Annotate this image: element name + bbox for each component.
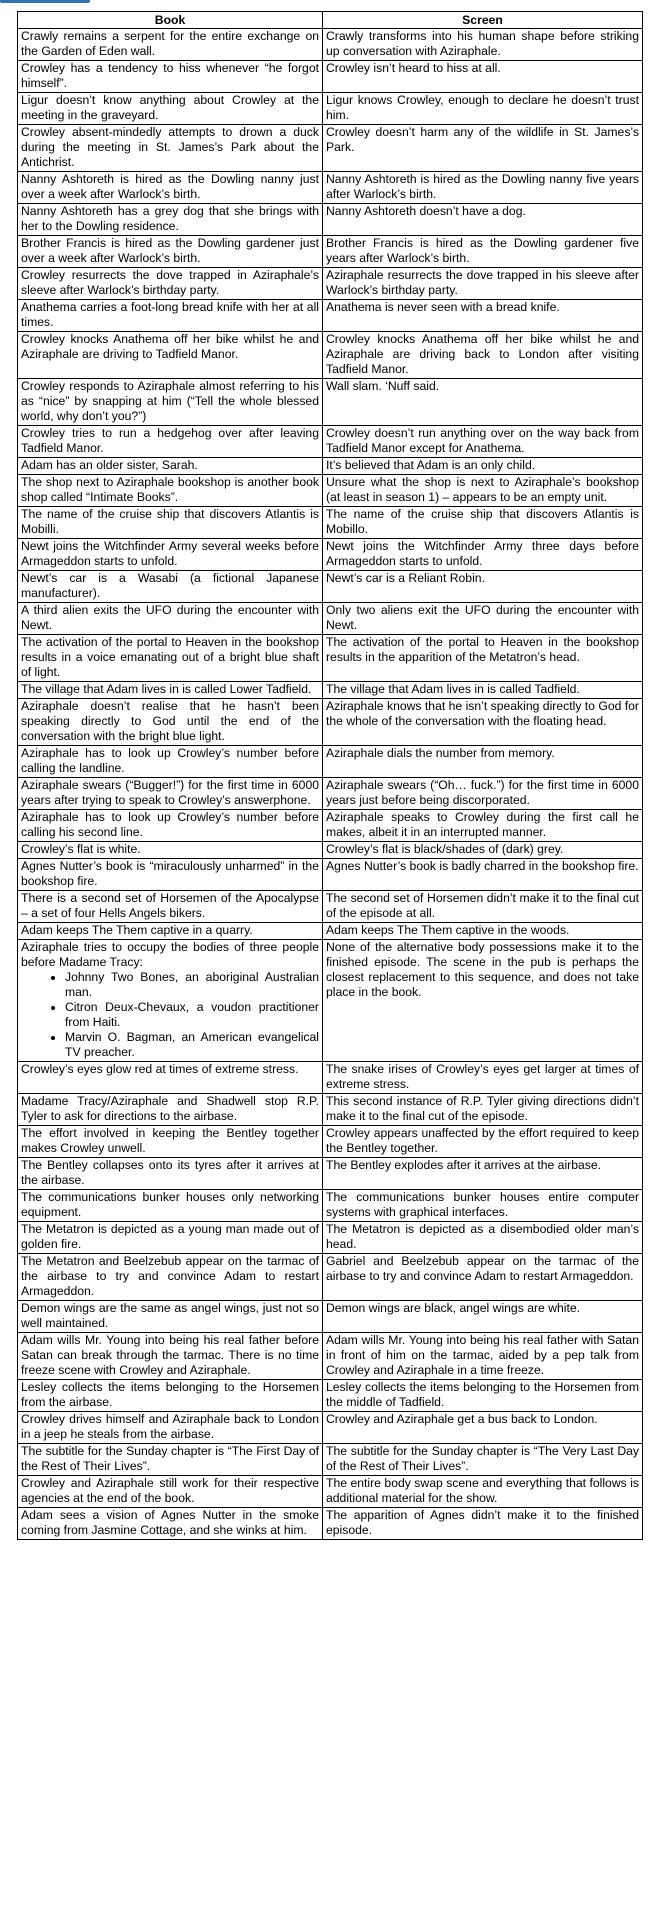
screen-cell: Adam keeps The Them captive in the woods. (323, 923, 643, 940)
table-row (18, 1094, 643, 1126)
book-cell (18, 475, 323, 507)
table-row (18, 1301, 643, 1333)
table-row (18, 1380, 643, 1412)
book-text: Crowley responds to Aziraphale almost referring to his as “nice” by snapping at him (“Tell the whole blessed world, why don’t you?”) (21, 379, 319, 423)
book-cell (18, 125, 323, 172)
book-text: Brother Francis is hired as the Dowling gardener just over a week after Warlock’s birth. (21, 236, 319, 265)
screen-cell: Newt joins the Witchfinder Army three days before Armageddon starts to unfold. (323, 539, 643, 571)
table-row (18, 61, 643, 93)
screen-cell: The entire body swap scene and everything that follows is additional material for the show. (323, 1476, 643, 1508)
table-body (18, 29, 643, 1540)
screen-cell: Aziraphale speaks to Crowley during the first call he makes, albeit it in an interrupted manner. (323, 810, 643, 842)
book-text: The Metatron is depicted as a young man made out of golden fire. (21, 1222, 319, 1251)
book-text: Aziraphale has to look up Crowley’s number before calling his second line. (21, 810, 319, 839)
screen-cell: The second set of Horsemen didn’t make it to the final cut of the episode at all. (323, 891, 643, 923)
table-row (18, 236, 643, 268)
book-cell (18, 1062, 323, 1094)
screen-cell: It’s believed that Adam is an only child. (323, 458, 643, 475)
table-row (18, 1444, 643, 1476)
book-text: Crowley absent-mindedly attempts to drown a duck during the meeting in St. James’s Park about the Antichrist. (21, 125, 319, 169)
book-text: Crowley and Aziraphale still work for their respective agencies at the end of the book. (21, 1476, 319, 1505)
screen-cell: The snake irises of Crowley’s eyes get larger at times of extreme stress. (323, 1062, 643, 1094)
book-text: The subtitle for the Sunday chapter is “The First Day of the Rest of Their Lives”. (21, 1444, 319, 1473)
book-cell (18, 300, 323, 332)
book-cell (18, 891, 323, 923)
table-row (18, 204, 643, 236)
table-row (18, 475, 643, 507)
table-row (18, 778, 643, 810)
book-cell (18, 379, 323, 426)
book-cell (18, 332, 323, 379)
book-cell (18, 61, 323, 93)
book-cell (18, 1254, 323, 1301)
table-row (18, 1333, 643, 1380)
table-row (18, 332, 643, 379)
book-text: The Bentley collapses onto its tyres after it arrives at the airbase. (21, 1158, 319, 1187)
book-cell (18, 1476, 323, 1508)
book-bullet-item: • Marvin O. Bagman, an American evangelical TV preacher. (65, 1030, 319, 1060)
book-cell (18, 635, 323, 682)
screen-cell: The Metatron is depicted as a disembodied older man’s head. (323, 1222, 643, 1254)
book-cell (18, 1380, 323, 1412)
book-text: The shop next to Aziraphale bookshop is another book shop called “Intimate Books”. (21, 475, 319, 504)
book-cell (18, 268, 323, 300)
screen-cell: Only two aliens exit the UFO during the encounter with Newt. (323, 603, 643, 635)
table-row (18, 1062, 643, 1094)
book-cell (18, 1222, 323, 1254)
book-cell (18, 29, 323, 61)
book-text: Crowley knocks Anathema off her bike whilst he and Aziraphale are driving to Tadfield Manor. (21, 332, 319, 361)
book-text: The communications bunker houses only networking equipment. (21, 1190, 319, 1219)
screen-cell: Ligur knows Crowley, enough to declare he doesn’t trust him. (323, 93, 643, 125)
table-row (18, 93, 643, 125)
book-text: Crowley’s flat is white. (21, 842, 141, 856)
table-row (18, 746, 643, 778)
screen-cell: Crowley isn’t heard to hiss at all. (323, 61, 643, 93)
screen-cell: Brother Francis is hired as the Dowling gardener five years after Warlock’s birth. (323, 236, 643, 268)
book-text: The village that Adam lives in is called Lower Tadfield. (21, 682, 312, 696)
screen-cell: Unsure what the shop is next to Aziraphale’s bookshop (at least in season 1) – appears to be an empty unit. (323, 475, 643, 507)
table-row (18, 571, 643, 603)
book-cell (18, 778, 323, 810)
book-column-header: Book (18, 12, 323, 29)
book-text: Crawly remains a serpent for the entire exchange on the Garden of Eden wall. (21, 29, 319, 58)
table-row (18, 1508, 643, 1540)
book-cell (18, 746, 323, 778)
table-row (18, 635, 643, 682)
screen-cell: Anathema is never seen with a bread knife. (323, 300, 643, 332)
book-text: Adam sees a vision of Agnes Nutter in the smoke coming from Jasmine Cottage, and she winks at him. (21, 1508, 319, 1537)
book-text: Aziraphale has to look up Crowley’s number before calling the landline. (21, 746, 319, 775)
screen-column-header: Screen (323, 12, 643, 29)
table-row (18, 891, 643, 923)
book-cell (18, 810, 323, 842)
book-text: Crowley’s eyes glow red at times of extreme stress. (21, 1062, 299, 1076)
book-cell (18, 204, 323, 236)
screen-cell: Aziraphale knows that he isn’t speaking directly to God for the whole of the conversation with the floating head. (323, 699, 643, 746)
screen-cell: Lesley collects the items belonging to the Horsemen from the middle of Tadfield. (323, 1380, 643, 1412)
book-cell (18, 842, 323, 859)
book-cell (18, 93, 323, 125)
screen-cell: The village that Adam lives in is called Tadfield. (323, 682, 643, 699)
book-cell (18, 682, 323, 699)
book-text: Nanny Ashtoreth is hired as the Dowling nanny just over a week after Warlock’s birth. (21, 172, 319, 201)
comparison-table (17, 11, 643, 1540)
screen-cell: The activation of the portal to Heaven in the bookshop results in the apparition of the Metatron’s head. (323, 635, 643, 682)
book-cell (18, 1333, 323, 1380)
table-row (18, 682, 643, 699)
table-row (18, 1254, 643, 1301)
book-text: Madame Tracy/Aziraphale and Shadwell stop R.P. Tyler to ask for directions to the airbase. (21, 1094, 319, 1123)
table-row (18, 426, 643, 458)
book-cell (18, 426, 323, 458)
book-cell (18, 172, 323, 204)
book-cell (18, 539, 323, 571)
book-text: Newt’s car is a Wasabi (a fictional Japanese manufacturer). (21, 571, 319, 600)
book-cell (18, 940, 323, 1062)
book-text: Aziraphale swears (“Bugger!”) for the first time in 6000 years after trying to speak to Crowley’s answerphone. (21, 778, 319, 807)
book-cell (18, 923, 323, 940)
book-cell (18, 699, 323, 746)
table-row (18, 1190, 643, 1222)
table-row (18, 699, 643, 746)
screen-cell: Wall slam. ‘Nuff said. (323, 379, 643, 426)
book-cell (18, 859, 323, 891)
screen-cell: Adam wills Mr. Young into being his real father with Satan in front of him on the tarmac, aided by a pep talk from Crowley and Aziraphale in a time freeze. (323, 1333, 643, 1380)
screen-cell: Aziraphale dials the number from memory. (323, 746, 643, 778)
table-row (18, 539, 643, 571)
table-row (18, 379, 643, 426)
screen-cell: The apparition of Agnes didn’t make it to the finished episode. (323, 1508, 643, 1540)
table-row (18, 940, 643, 1062)
book-cell (18, 1126, 323, 1158)
table-row (18, 458, 643, 475)
screen-cell: The communications bunker houses entire computer systems with graphical interfaces. (323, 1190, 643, 1222)
table-row (18, 1412, 643, 1444)
screen-cell: None of the alternative body possessions make it to the finished episode. The scene in the pub is perhaps the closest replacement to this sequence, and does not take place in the book. (323, 940, 643, 1062)
book-cell (18, 1444, 323, 1476)
book-cell (18, 571, 323, 603)
book-text: Anathema carries a foot-long bread knife with her at all times. (21, 300, 319, 329)
table-row (18, 1126, 643, 1158)
book-text: Nanny Ashtoreth has a grey dog that she brings with her to the Dowling residence. (21, 204, 319, 233)
book-text: Crowley resurrects the dove trapped in Aziraphale’s sleeve after Warlock’s birthday party. (21, 268, 319, 297)
table-row (18, 268, 643, 300)
book-bullet-list (21, 970, 319, 1060)
screen-cell: Crowley doesn’t harm any of the wildlife in St. James’s Park. (323, 125, 643, 172)
table-row (18, 29, 643, 61)
book-text: Crowley tries to run a hedgehog over after leaving Tadfield Manor. (21, 426, 319, 455)
book-cell (18, 458, 323, 475)
book-cell (18, 1301, 323, 1333)
screen-cell: Newt’s car is a Reliant Robin. (323, 571, 643, 603)
screen-cell: Agnes Nutter’s book is badly charred in the bookshop fire. (323, 859, 643, 891)
table-row (18, 859, 643, 891)
book-text: There is a second set of Horsemen of the Apocalypse – a set of four Hells Angels bikers. (21, 891, 319, 920)
book-text: The Metatron and Beelzebub appear on the tarmac of the airbase to try and convince Adam to restart Armageddon. (21, 1254, 319, 1298)
table-row (18, 1476, 643, 1508)
book-text: Newt joins the Witchfinder Army several weeks before Armageddon starts to unfold. (21, 539, 319, 568)
book-text: Crowley has a tendency to hiss whenever “he forgot himself”. (21, 61, 319, 90)
book-cell (18, 1190, 323, 1222)
book-cell (18, 1094, 323, 1126)
screen-cell: Crowley knocks Anathema off her bike whilst he and Aziraphale are driving back to London after visiting Tadfield Manor. (323, 332, 643, 379)
book-text: Ligur doesn’t know anything about Crowley at the meeting in the graveyard. (21, 93, 319, 122)
book-text: The activation of the portal to Heaven in the bookshop results in a voice emanating out of a bright blue shaft of light. (21, 635, 319, 679)
book-cell (18, 1412, 323, 1444)
book-text: Lesley collects the items belonging to the Horsemen from the airbase. (21, 1380, 319, 1409)
screen-cell: Crowley’s flat is black/shades of (dark) grey. (323, 842, 643, 859)
book-text: Aziraphale doesn’t realise that he hasn’t been speaking directly to God until the end of the conversation with the bright blue light. (21, 699, 319, 743)
screen-cell: Crawly transforms into his human shape before striking up conversation with Aziraphale. (323, 29, 643, 61)
screen-cell: Crowley doesn’t run anything over on the way back from Tadfield Manor except for Anathema. (323, 426, 643, 458)
heading-fragment (0, 0, 90, 8)
book-text: A third alien exits the UFO during the encounter with Newt. (21, 603, 319, 632)
table-row (18, 842, 643, 859)
book-text: Adam has an older sister, Sarah. (21, 458, 198, 472)
book-bullet-item: • Johnny Two Bones, an aboriginal Australian man. (65, 970, 319, 1000)
table-row (18, 1158, 643, 1190)
book-text: Demon wings are the same as angel wings, just not so well maintained. (21, 1301, 319, 1330)
screen-cell: Aziraphale resurrects the dove trapped in his sleeve after Warlock’s birthday party. (323, 268, 643, 300)
table-row (18, 810, 643, 842)
book-text: Adam keeps The Them captive in a quarry. (21, 923, 253, 937)
screen-cell: The Bentley explodes after it arrives at the airbase. (323, 1158, 643, 1190)
table-row (18, 125, 643, 172)
screen-cell: Nanny Ashtoreth is hired as the Dowling nanny five years after Warlock’s birth. (323, 172, 643, 204)
screen-cell: Demon wings are black, angel wings are white. (323, 1301, 643, 1333)
book-text: The name of the cruise ship that discovers Atlantis is Mobilli. (21, 507, 319, 536)
book-text: Adam wills Mr. Young into being his real father before Satan can break through the tarmac. There is no time freeze scene with Crowley and Aziraphale. (21, 1333, 319, 1377)
screen-cell: The name of the cruise ship that discovers Atlantis is Mobillo. (323, 507, 643, 539)
screen-cell: Crowley appears unaffected by the effort required to keep the Bentley together. (323, 1126, 643, 1158)
screen-cell: Nanny Ashtoreth doesn’t have a dog. (323, 204, 643, 236)
book-cell (18, 236, 323, 268)
table-row (18, 507, 643, 539)
screen-cell: Aziraphale swears (“Oh… fuck.”) for the first time in 6000 years just before being discorporated. (323, 778, 643, 810)
screen-cell: Gabriel and Beelzebub appear on the tarmac of the airbase to try and convince Adam to restart Armageddon. (323, 1254, 643, 1301)
book-text: Agnes Nutter’s book is “miraculously unharmed” in the bookshop fire. (21, 859, 319, 888)
table-row (18, 172, 643, 204)
book-cell (18, 507, 323, 539)
book-cell (18, 1158, 323, 1190)
book-text: Aziraphale tries to occupy the bodies of three people before Madame Tracy: (21, 940, 319, 969)
header-row (18, 12, 643, 29)
table-row (18, 1222, 643, 1254)
book-text: Crowley drives himself and Aziraphale back to London in a jeep he steals from the airbase. (21, 1412, 319, 1441)
book-text: The effort involved in keeping the Bentley together makes Crowley unwell. (21, 1126, 319, 1155)
screen-cell: The subtitle for the Sunday chapter is “The Very Last Day of the Rest of Their Lives”. (323, 1444, 643, 1476)
table-row (18, 300, 643, 332)
screen-cell: This second instance of R.P. Tyler giving directions didn’t make it to the final cut of the episode. (323, 1094, 643, 1126)
table-row (18, 603, 643, 635)
book-cell (18, 603, 323, 635)
book-bullet-item: • Citron Deux-Chevaux, a voudon practitioner from Haiti. (65, 1000, 319, 1030)
screen-cell: Crowley and Aziraphale get a bus back to London. (323, 1412, 643, 1444)
book-cell (18, 1508, 323, 1540)
table-row (18, 923, 643, 940)
